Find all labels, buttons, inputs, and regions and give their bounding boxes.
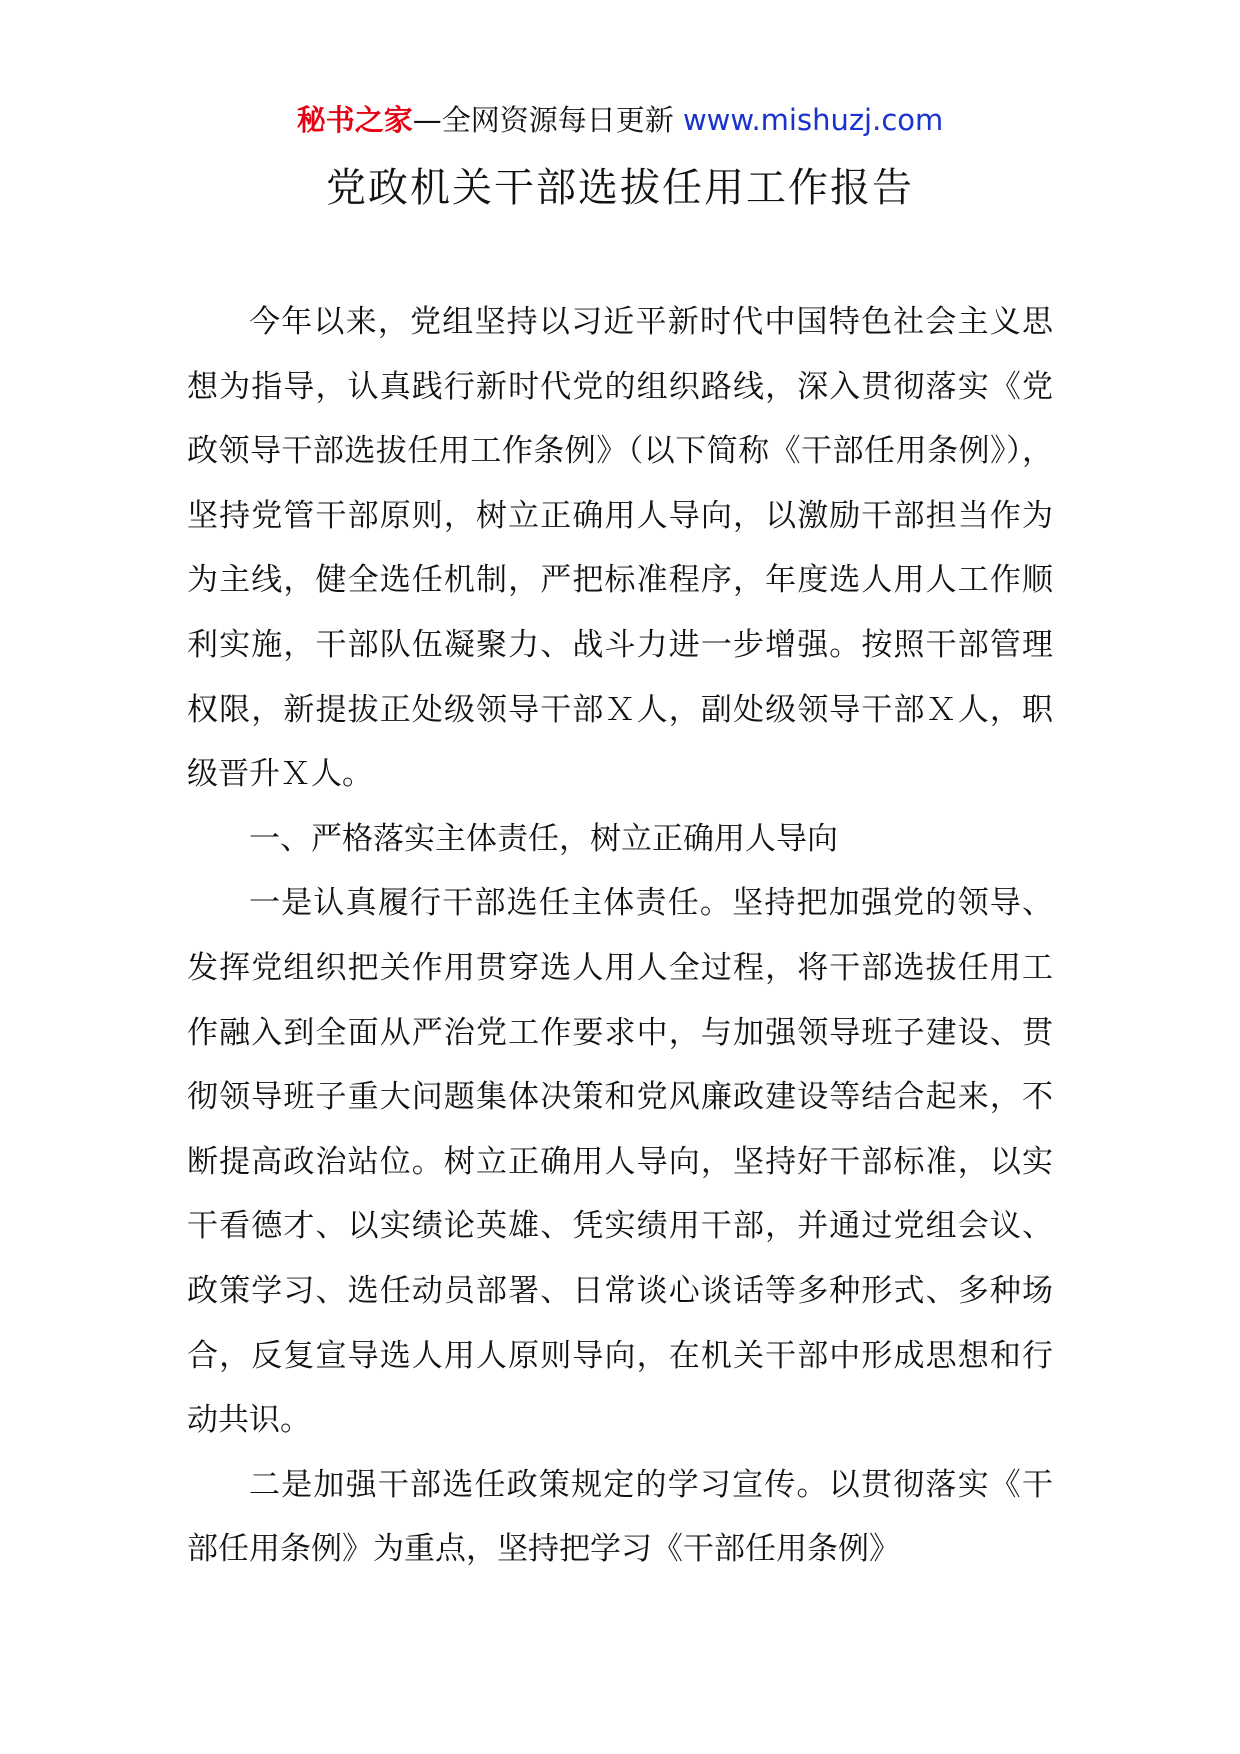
site-header [0, 100, 1240, 140]
paragraph-intro: 今年以来，党组坚持以习近平新时代中国特色社会主义思想为指导，认真践行新时代党的组织路线，深入贯彻落实《党政领导干部选拔任用工作条例》（以下简称《干部任用条例》），坚持党管干部原则，树立正确用人导向，以激励干部担当作为为主线，健全选任机制，严把标准程序，年度选人用人工作顺利实施，干部队伍凝聚力、战斗力进一步增强。按照干部管理权限，新提拔正处级领导干部Ｘ人，副处级领导干部Ｘ人，职级晋升Ｘ人。 [187, 304, 1053, 793]
document-title: 党政机关干部选拔任用工作报告 [326, 165, 914, 211]
header-tagline: —全网资源每日更新 [412, 103, 683, 137]
document-body [187, 290, 1053, 1582]
brand-name: 秘书之家 [296, 103, 413, 137]
paragraph-point-2: 二是加强干部选任政策规定的学习宣传。以贯彻落实《干部任用条例》为重点，坚持把学习《干部任用条例》 [187, 1466, 1053, 1568]
section-heading-1: 一、严格落实主体责任，树立正确用人导向 [249, 820, 838, 857]
paragraph-point-1: 一是认真履行干部选任主体责任。坚持把加强党的领导、发挥党组织把关作用贯穿选人用人全过程，将干部选拔任用工作融入到全面从严治党工作要求中，与加强领导班子建设、贯彻领导班子重大问题集体决策和党风廉政建设等结合起来，不断提高政治站位。树立正确用人导向，坚持好干部标准，以实干看德才、以实绩论英雄、凭实绩用干部，并通过党组会议、政策学习、选任动员部署、日常谈心谈话等多种形式、多种场合，反复宣导选人用人原则导向，在机关干部中形成思想和行动共识。 [187, 885, 1053, 1439]
site-url-link[interactable]: www.mishuzj.com [682, 103, 944, 137]
